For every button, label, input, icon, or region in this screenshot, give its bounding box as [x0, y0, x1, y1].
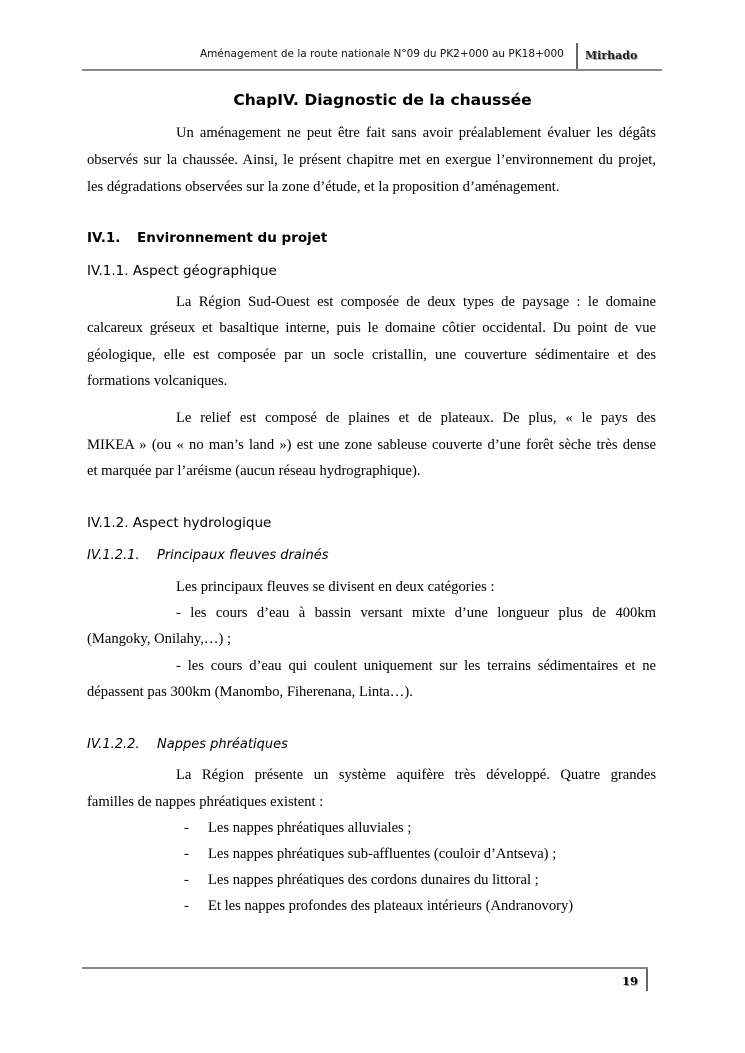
subsection-heading-iv11: IV.1.1. Aspect géographique — [87, 263, 277, 279]
section-heading-iv1 — [87, 230, 327, 246]
rivers-item-1-line-2: (Mangoky, Onilahy,…) ; — [87, 631, 232, 647]
geo-p1-line-2: calcareux gréseux et basaltique interne, puis le domaine côtier occidental. Du point de vue — [87, 320, 656, 336]
rivers-item-1-line-1: - les cours d’eau à bassin versant mixte d’une longueur plus de 400km — [176, 605, 656, 621]
geo-p1-line-4: formations volcaniques. — [87, 373, 228, 389]
geo-p2-line-1: Le relief est composé de plaines et de plateaux. De plus, « le pays des — [176, 410, 656, 426]
header-rule — [82, 69, 662, 71]
footer-separator — [646, 969, 648, 991]
footer-rule — [82, 967, 648, 969]
subsubsection-heading-iv121 — [87, 548, 329, 563]
rivers-item-2-line-1: - les cours d’eau qui coulent uniquement sur les terrains sédimentaires et ne — [176, 658, 656, 674]
subsection-heading-iv12: IV.1.2. Aspect hydrologique — [87, 515, 272, 531]
list-item — [184, 846, 556, 863]
page-number: 19 — [622, 974, 639, 988]
dash-bullet: - — [184, 872, 189, 888]
subsubsection-number: IV.1.2.1. — [87, 548, 140, 563]
geo-p2-line-2: MIKEA » (ou « no man’s land ») est une zone sableuse couverte d’une forêt sèche très dense — [87, 437, 656, 453]
list-item — [184, 820, 411, 837]
rivers-item-2-line-2: dépassent pas 300km (Manombo, Fiherenana, Linta…). — [87, 684, 413, 700]
dash-bullet: - — [184, 820, 189, 836]
intro-line-1: Un aménagement ne peut être fait sans avoir préalablement évaluer les dégâts — [176, 125, 656, 141]
section-number: IV.1. — [87, 230, 121, 246]
subsubsection-number: IV.1.2.2. — [87, 737, 140, 752]
list-item — [184, 872, 539, 889]
intro-line-2: observés sur la chaussée. Ainsi, le présent chapitre met en exergue l’environnement du projet, — [87, 152, 656, 168]
running-header-title: Aménagement de la route nationale N°09 du PK2+000 au PK18+000 — [200, 48, 564, 60]
geo-p2-line-3: et marquée par l’aréisme (aucun réseau hydrographique). — [87, 463, 421, 479]
dash-bullet: - — [184, 898, 189, 914]
list-item-text: Les nappes phréatiques sub-affluentes (couloir d’Antseva) ; — [208, 846, 557, 862]
section-title: Environnement du projet — [137, 230, 328, 246]
aquifer-line-1: La Région présente un système aquifère très développé. Quatre grandes — [176, 767, 656, 783]
aquifer-line-2: familles de nappes phréatiques existent : — [87, 794, 324, 810]
list-item-text: Et les nappes profondes des plateaux intérieurs (Andranovory) — [208, 898, 574, 914]
rivers-intro: Les principaux fleuves se divisent en deux catégories : — [176, 579, 495, 595]
dash-bullet: - — [184, 846, 189, 862]
list-item — [184, 898, 573, 915]
geo-p1-line-3: géologique, elle est composée par un socle cristallin, une couverture sédimentaire et des — [87, 347, 656, 363]
intro-line-3: les dégradations observées sur la zone d’étude, et la proposition d’aménagement. — [87, 179, 560, 195]
subsubsection-heading-iv122 — [87, 737, 288, 752]
chapter-title: ChapIV. Diagnostic de la chaussée — [233, 91, 532, 109]
subsubsection-title: Principaux fleuves drainés — [157, 548, 329, 563]
list-item-text: Les nappes phréatiques alluviales ; — [208, 820, 412, 836]
running-header-author: Mirhado — [585, 49, 638, 62]
subsubsection-title: Nappes phréatiques — [157, 737, 288, 752]
list-item-text: Les nappes phréatiques des cordons dunaires du littoral ; — [208, 872, 539, 888]
geo-p1-line-1: La Région Sud-Ouest est composée de deux types de paysage : le domaine — [176, 294, 656, 310]
header-separator — [576, 43, 578, 69]
